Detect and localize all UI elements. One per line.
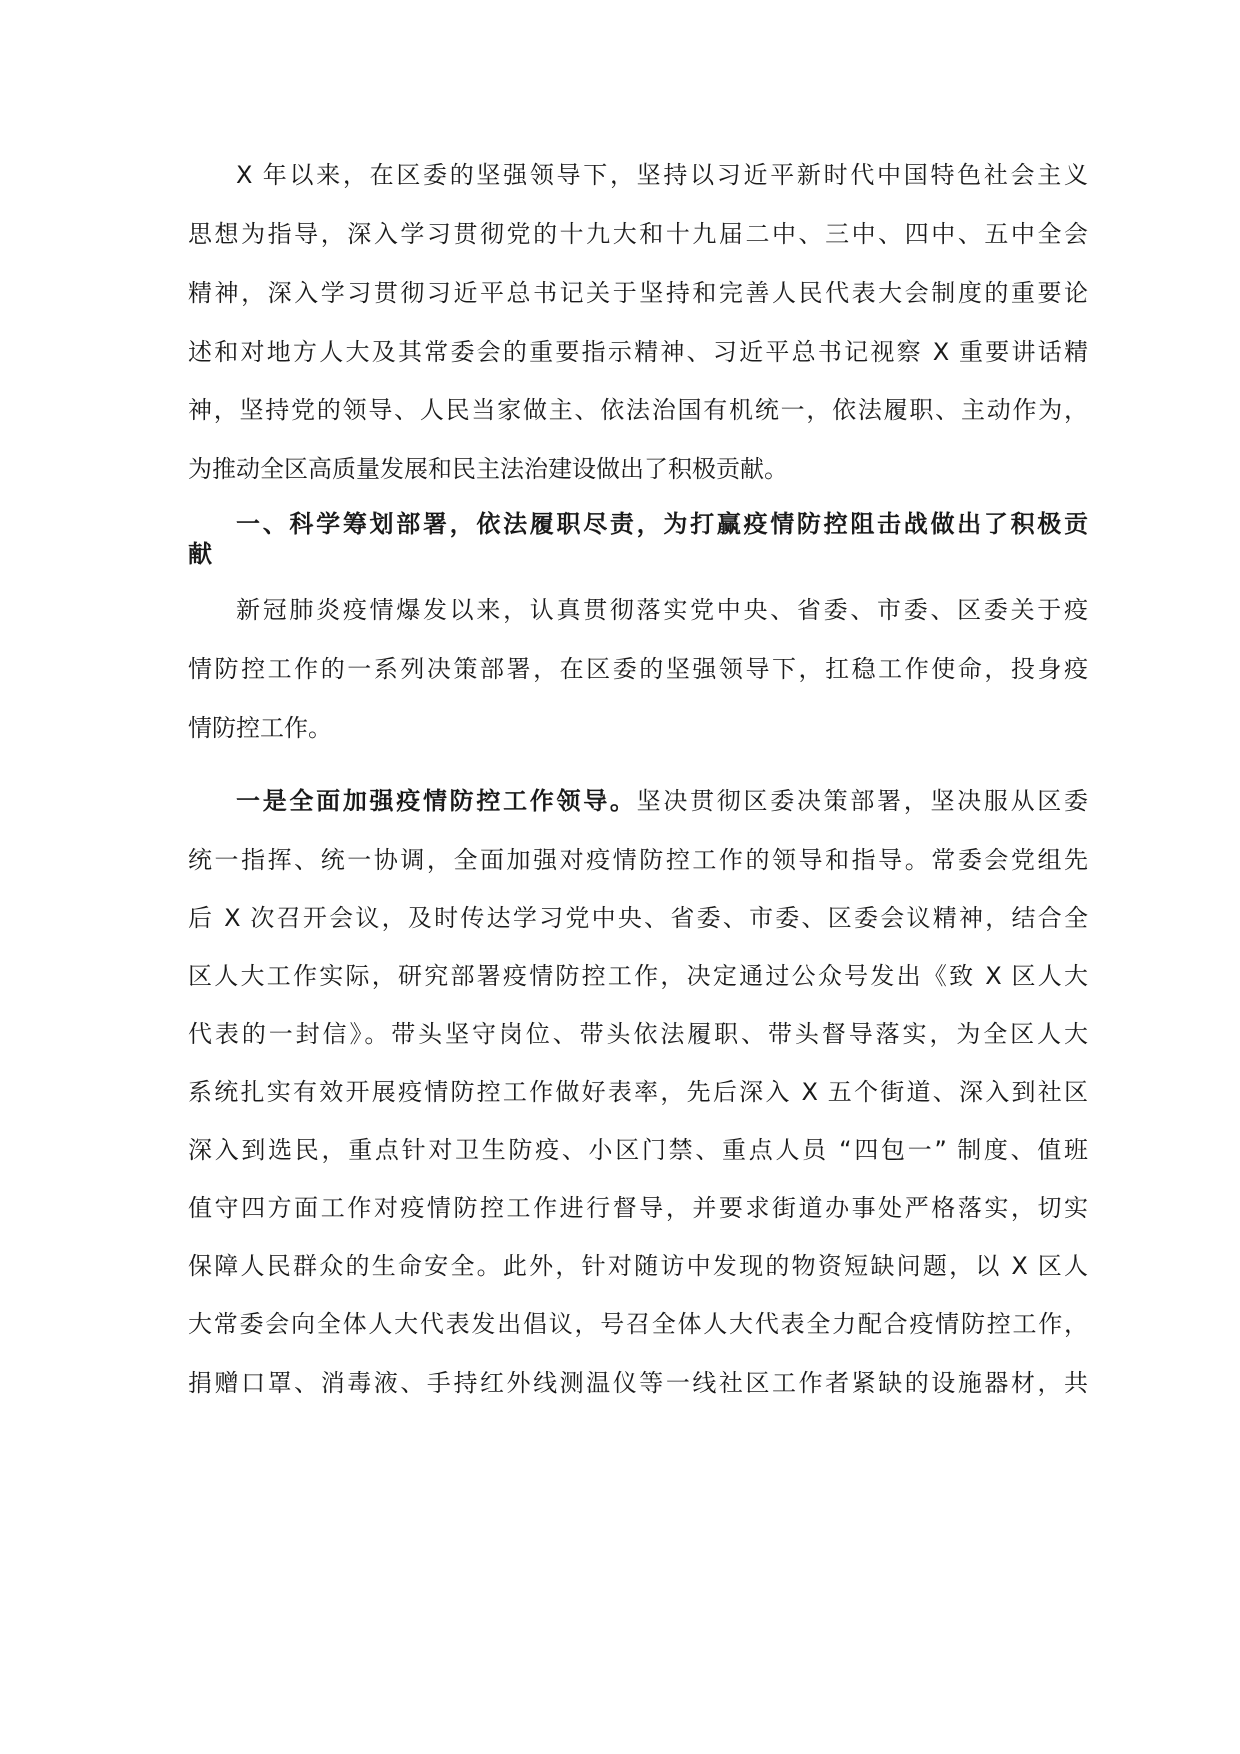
intro-line-1: X 年以来，在区委的坚强领导下，坚持以习近平新时代中国特色社会主义: [236, 161, 1088, 189]
intro-line-3: 精神，深入学习贯彻习近平总书记关于坚持和完善人民代表大会制度的重要论: [188, 279, 1088, 307]
intro-line-4: 述和对地方人大及其常委会的重要指示精神、习近平总书记视察 X 重要讲话精: [188, 338, 1088, 366]
item1-line-7: 深入到选民，重点针对卫生防疫、小区门禁、重点人员 “四包一” 制度、值班: [188, 1136, 1088, 1164]
item1-first-line-rest: 坚决贯彻区委决策部署，坚决服从区委: [636, 787, 1089, 815]
item1-line-8: 值守四方面工作对疫情防控工作进行督导，并要求街道办事处严格落实，切实: [188, 1194, 1088, 1222]
item1-line-6: 系统扎实有效开展疫情防控工作做好表率，先后深入 X 五个街道、深入到社区: [188, 1078, 1088, 1106]
item1-line-2: 统一指挥、统一协调，全面加强对疫情防控工作的领导和指导。常委会党组先: [188, 846, 1088, 874]
item1-line-5: 代表的一封信》。带头坚守岗位、带头依法履职、带头督导落实，为全区人大: [188, 1020, 1088, 1048]
section-paragraph-line-1: 新冠肺炎疫情爆发以来，认真贯彻落实党中央、省委、市委、区委关于疫: [236, 596, 1088, 624]
item1-lead: 一是全面加强疫情防控工作领导。: [236, 787, 637, 815]
item1-line-4: 区人大工作实际，研究部署疫情防控工作，决定通过公众号发出《致 X 区人大: [188, 962, 1088, 990]
intro-line-2: 思想为指导，深入学习贯彻党的十九大和十九届二中、三中、四中、五中全会: [188, 220, 1088, 248]
section-paragraph-line-2: 情防控工作的一系列决策部署，在区委的坚强领导下，扛稳工作使命，投身疫: [188, 655, 1088, 683]
item1-line-3: 后 X 次召开会议，及时传达学习党中央、省委、市委、区委会议精神，结合全: [188, 904, 1088, 932]
intro-line-5: 神，坚持党的领导、人民当家做主、依法治国有机统一，依法履职、主动作为，: [188, 396, 1088, 424]
section-heading-line-1: 一、科学筹划部署，依法履职尽责，为打赢疫情防控阻击战做出了积极贡: [236, 510, 1088, 538]
item1-first-line: [188, 784, 1088, 818]
item1-line-10: 大常委会向全体人大代表发出倡议，号召全体人大代表全力配合疫情防控工作，: [188, 1310, 1088, 1338]
section-paragraph-line-3: 情防控工作。: [188, 714, 332, 742]
intro-line-6: 为推动全区高质量发展和民主法治建设做出了积极贡献。: [188, 455, 788, 483]
section-heading-line-2: 献: [188, 540, 212, 568]
item1-line-9: 保障人民群众的生命安全。此外，针对随访中发现的物资短缺问题，以 X 区人: [188, 1252, 1088, 1280]
item1-line-11: 捐赠口罩、消毒液、手持红外线测温仪等一线社区工作者紧缺的设施器材，共: [188, 1369, 1088, 1397]
